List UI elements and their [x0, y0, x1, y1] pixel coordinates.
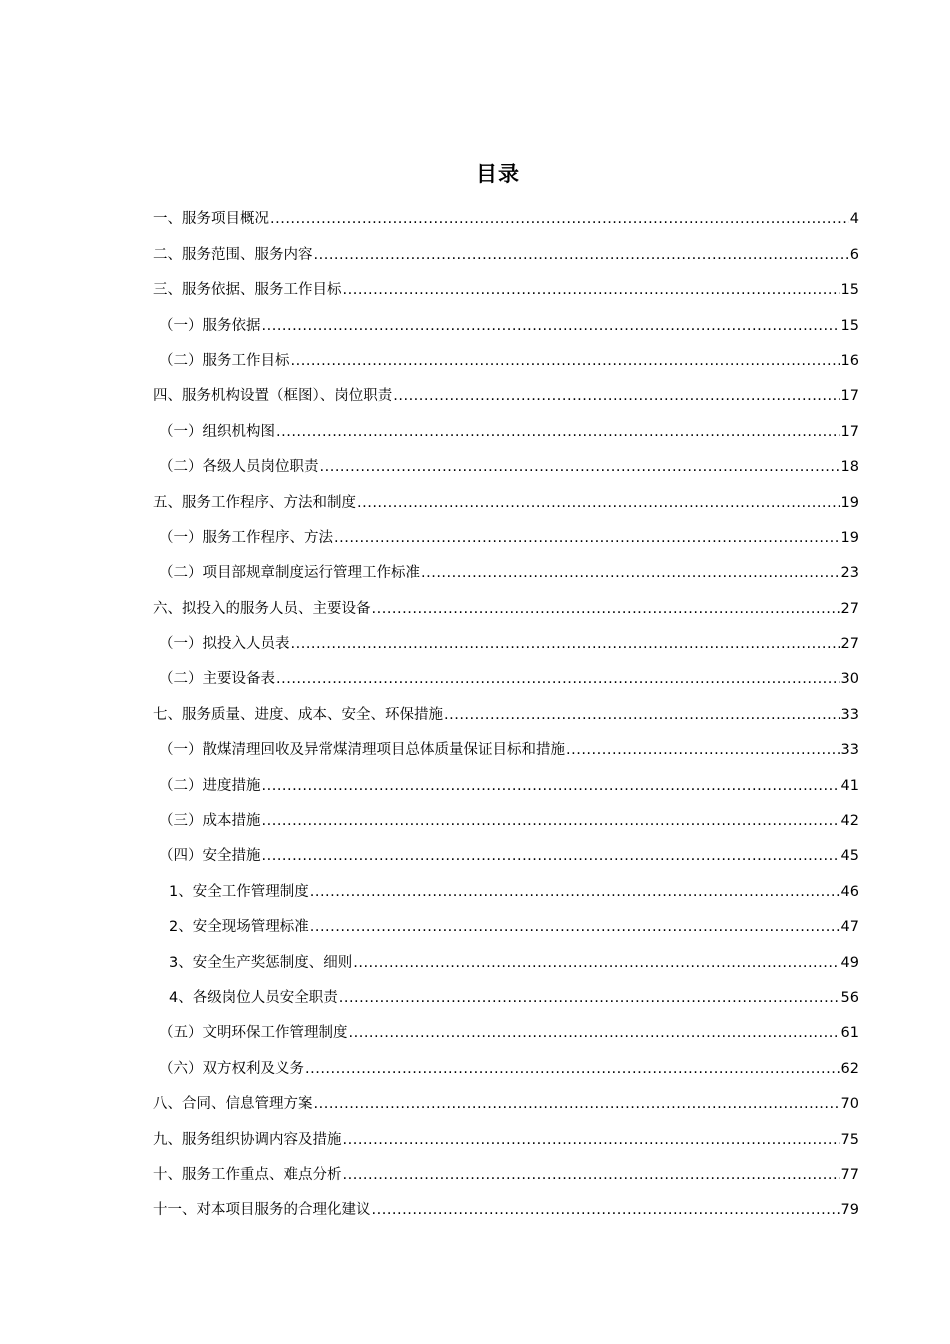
toc-leader-dots — [343, 1163, 840, 1188]
toc-entry-text: （五）文明环保工作管理制度 — [159, 1025, 348, 1042]
toc-entry-text: （一）服务工作程序、方法 — [159, 529, 333, 546]
toc-entry[interactable] — [153, 1046, 859, 1081]
toc-leader-dots — [343, 1128, 840, 1153]
toc-leader-dots — [421, 561, 840, 586]
toc-entry-text: （一）服务依据 — [159, 317, 261, 334]
toc-leader-dots — [262, 314, 840, 339]
toc-page-number: 6 — [849, 246, 859, 263]
toc-page-number: 15 — [840, 282, 859, 299]
toc-list — [153, 197, 859, 1223]
toc-entry[interactable] — [153, 1117, 859, 1152]
toc-page-number: 23 — [840, 565, 859, 582]
toc-leader-dots — [339, 986, 840, 1011]
toc-entry[interactable] — [153, 374, 859, 409]
toc-page-number: 17 — [840, 423, 859, 440]
toc-entry[interactable] — [153, 763, 859, 798]
toc-entry[interactable] — [153, 268, 859, 303]
toc-entry[interactable] — [153, 551, 859, 586]
toc-entry[interactable] — [153, 1153, 859, 1188]
toc-entry-text: 八、合同、信息管理方案 — [153, 1096, 313, 1113]
toc-entry-text: （一）拟投入人员表 — [159, 636, 290, 653]
toc-entry-text: 五、服务工作程序、方法和制度 — [153, 494, 356, 511]
toc-leader-dots — [262, 809, 840, 834]
toc-entry-text: 七、服务质量、进度、成本、安全、环保措施 — [153, 706, 443, 723]
toc-page-number: 56 — [840, 989, 859, 1006]
toc-leader-dots — [393, 384, 839, 409]
toc-leader-dots — [334, 526, 840, 551]
toc-entry[interactable] — [153, 834, 859, 869]
toc-entry-text: （三）成本措施 — [159, 813, 261, 830]
toc-page-number: 15 — [840, 317, 859, 334]
toc-entry-text: （六）双方权利及义务 — [159, 1060, 304, 1077]
toc-leader-dots — [270, 207, 849, 232]
toc-page-number: 75 — [840, 1131, 859, 1148]
toc-entry-text: 二、服务范围、服务内容 — [153, 246, 313, 263]
toc-page-number: 27 — [840, 600, 859, 617]
toc-entry-text: 十、服务工作重点、难点分析 — [153, 1166, 342, 1183]
toc-entry[interactable] — [153, 692, 859, 727]
toc-leader-dots — [372, 597, 840, 622]
toc-page-number: 19 — [840, 529, 859, 546]
toc-page-number: 17 — [840, 388, 859, 405]
toc-leader-dots — [291, 349, 840, 374]
toc-entry[interactable] — [153, 728, 859, 763]
toc-leader-dots — [310, 880, 840, 905]
toc-page-number: 42 — [840, 813, 859, 830]
toc-entry[interactable] — [153, 976, 859, 1011]
toc-entry[interactable] — [153, 197, 859, 232]
toc-entry[interactable] — [153, 409, 859, 444]
toc-leader-dots — [566, 738, 840, 763]
toc-leader-dots — [305, 1057, 840, 1082]
toc-entry[interactable] — [153, 445, 859, 480]
toc-entry-text: （二）各级人员岗位职责 — [159, 459, 319, 476]
toc-entry-text: 九、服务组织协调内容及措施 — [153, 1131, 342, 1148]
toc-title: 目录 — [476, 162, 520, 186]
toc-page-number: 47 — [840, 919, 859, 936]
toc-entry[interactable] — [153, 1011, 859, 1046]
toc-page-number: 19 — [840, 494, 859, 511]
toc-page-number: 41 — [840, 777, 859, 794]
toc-entry-text: 4、各级岗位人员安全职责 — [169, 989, 338, 1006]
toc-entry[interactable] — [153, 339, 859, 374]
toc-entry-text: 十一、对本项目服务的合理化建议 — [153, 1202, 371, 1219]
toc-page-number: 70 — [840, 1096, 859, 1113]
toc-entry-text: 三、服务依据、服务工作目标 — [153, 282, 342, 299]
toc-page-number: 18 — [840, 459, 859, 476]
toc-page-number: 77 — [840, 1166, 859, 1183]
toc-entry[interactable] — [153, 1082, 859, 1117]
toc-entry[interactable] — [153, 586, 859, 621]
toc-leader-dots — [276, 667, 840, 692]
toc-entry-text: （二）进度措施 — [159, 777, 261, 794]
toc-page-number: 61 — [840, 1025, 859, 1042]
toc-leader-dots — [276, 420, 840, 445]
toc-page-number: 46 — [840, 883, 859, 900]
toc-entry-text: （一）组织机构图 — [159, 423, 275, 440]
toc-entry-text: 一、服务项目概况 — [153, 211, 269, 228]
toc-leader-dots — [444, 703, 840, 728]
toc-leader-dots — [357, 491, 840, 516]
toc-page-number: 16 — [840, 352, 859, 369]
toc-entry[interactable] — [153, 869, 859, 904]
toc-leader-dots — [320, 455, 840, 480]
toc-entry[interactable] — [153, 657, 859, 692]
toc-leader-dots — [372, 1198, 840, 1223]
toc-leader-dots — [314, 243, 849, 268]
toc-entry[interactable] — [153, 799, 859, 834]
toc-page-number: 30 — [840, 671, 859, 688]
toc-page-number: 49 — [840, 954, 859, 971]
toc-entry[interactable] — [153, 516, 859, 551]
toc-entry-text: （二）服务工作目标 — [159, 352, 290, 369]
toc-entry-text: 六、拟投入的服务人员、主要设备 — [153, 600, 371, 617]
toc-entry-text: （二）主要设备表 — [159, 671, 275, 688]
toc-entry[interactable] — [153, 1188, 859, 1223]
toc-entry[interactable] — [153, 940, 859, 975]
toc-entry[interactable] — [153, 622, 859, 657]
toc-page-number: 33 — [840, 706, 859, 723]
toc-leader-dots — [353, 951, 839, 976]
toc-leader-dots — [314, 1092, 840, 1117]
toc-leader-dots — [343, 278, 840, 303]
toc-page-number: 62 — [840, 1060, 859, 1077]
toc-entry-text: （一）散煤清理回收及异常煤清理项目总体质量保证目标和措施 — [159, 742, 565, 759]
toc-leader-dots — [262, 774, 840, 799]
toc-entry[interactable] — [153, 232, 859, 267]
toc-entry-text: 四、服务机构设置（框图）、岗位职责 — [153, 388, 393, 405]
toc-page-number: 27 — [840, 636, 859, 653]
toc-entry-text: 2、安全现场管理标准 — [169, 919, 309, 936]
toc-entry-text: 1、安全工作管理制度 — [169, 883, 309, 900]
toc-leader-dots — [310, 915, 840, 940]
toc-leader-dots — [349, 1021, 840, 1046]
toc-page-number: 45 — [840, 848, 859, 865]
toc-entry-text: （二）项目部规章制度运行管理工作标准 — [159, 565, 420, 582]
toc-entry-text: （四）安全措施 — [159, 848, 261, 865]
toc-leader-dots — [262, 844, 840, 869]
toc-page-number: 4 — [849, 211, 859, 228]
toc-page-number: 79 — [840, 1202, 859, 1219]
toc-page-number: 33 — [840, 742, 859, 759]
toc-leader-dots — [291, 632, 840, 657]
toc-entry-text: 3、安全生产奖惩制度、细则 — [169, 954, 353, 971]
toc-entry[interactable] — [153, 480, 859, 515]
toc-entry[interactable] — [153, 905, 859, 940]
toc-entry[interactable] — [153, 303, 859, 338]
